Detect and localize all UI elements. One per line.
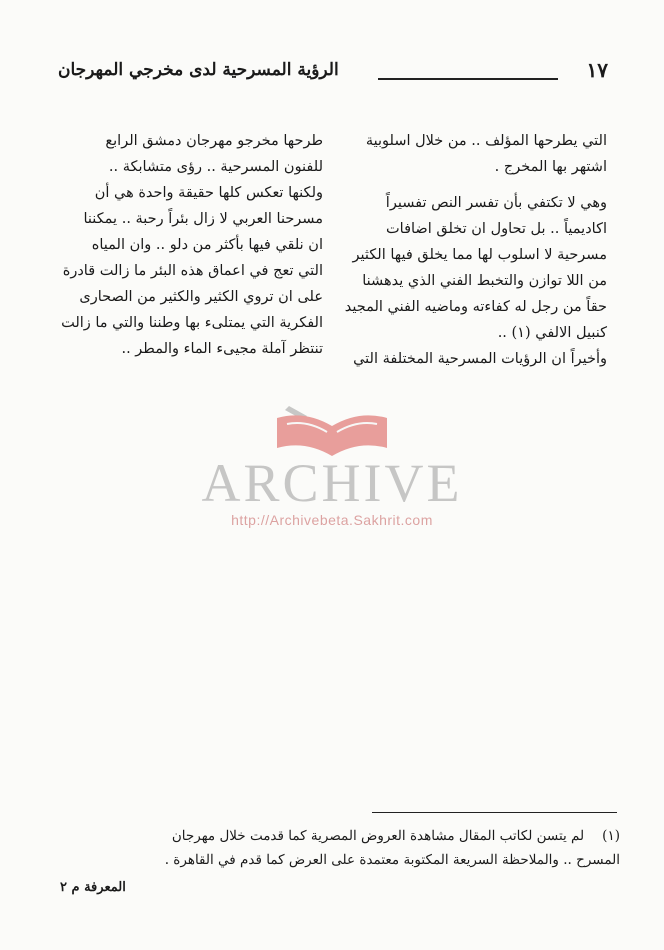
text-line: للفنون المسرحية .. رؤى متشابكة .. [108,159,323,175]
header-rule [378,78,558,80]
text-line: مسرحية لا اسلوب لها مما يخلق فيها الكثير [352,247,607,263]
text-line: التي يطرحها المؤلف .. من خلال اسلوبية [365,133,607,149]
footnote-rule [372,812,617,813]
right-text-column [344,128,607,372]
text-line: وأخيراً ان الرؤيات المسرحية المختلفة التي [353,351,607,367]
footnote-text-2: المسرح .. والملاحظة السريعة المكتوبة معتمدة على العرض كما قدم في القاهرة . [164,852,620,868]
footnote-line [60,824,620,848]
text-line: مسرحنا العربي لا زال بئراً رحبة .. يمكننا [83,211,323,227]
page-number: ١٧ [586,58,608,82]
text-line: ولكنها تعكس كلها حقيقة واحدة هي أن [94,185,323,201]
footnote [60,824,620,872]
footnote-text-1: لم يتسن لكاتب المقال مشاهدة العروض المصرية كما قدمت خلال مهرجان [171,828,585,844]
watermark-url: http://Archivebeta.Sakhrit.com [231,512,433,528]
text-line: تنتظر آملة مجيىء الماء والمطر .. [121,341,323,357]
text-line: من اللا توازن والتخبط الفني الذي يدهشنا [362,273,607,289]
text-line: ان نلقي فيها بأكثر من دلو .. وان المياه [91,237,323,253]
footnote-marker: (١) [602,828,620,844]
text-line: طرحها مخرجو مهرجان دمشق الرابع [105,133,323,149]
text-line: كنبيل الالفي (١) .. [497,325,607,341]
text-line: على ان تروي الكثير والكثير من الصحارى [79,289,323,305]
text-line: اشتهر بها المخرج . [494,159,607,175]
running-header [58,58,608,88]
running-title: الرؤية المسرحية لدى مخرجي المهرجان [58,60,339,80]
text-line: اكاديمياً .. بل تحاول ان تخلق اضافات [386,221,607,237]
paragraph-gap [372,180,607,190]
text-line: الفكرية التي يمتلىء بها وطننا والتي ما زالت [61,315,323,331]
printer-signature: المعرفة م ٢ [60,880,126,895]
text-line: التي تعج في اعماق هذه البئر ما زالت قادرة [62,263,323,279]
open-book-logo-icon [267,396,397,458]
text-line: حقاً من رجل له كفاءته وماضيه الفني المجيد [344,299,607,315]
watermark-title: ARCHIVE [201,453,463,513]
left-text-column [61,128,323,362]
archive-watermark [0,396,664,528]
text-line: وهي لا تكتفي بأن تفسر النص تفسيراً [385,195,607,211]
